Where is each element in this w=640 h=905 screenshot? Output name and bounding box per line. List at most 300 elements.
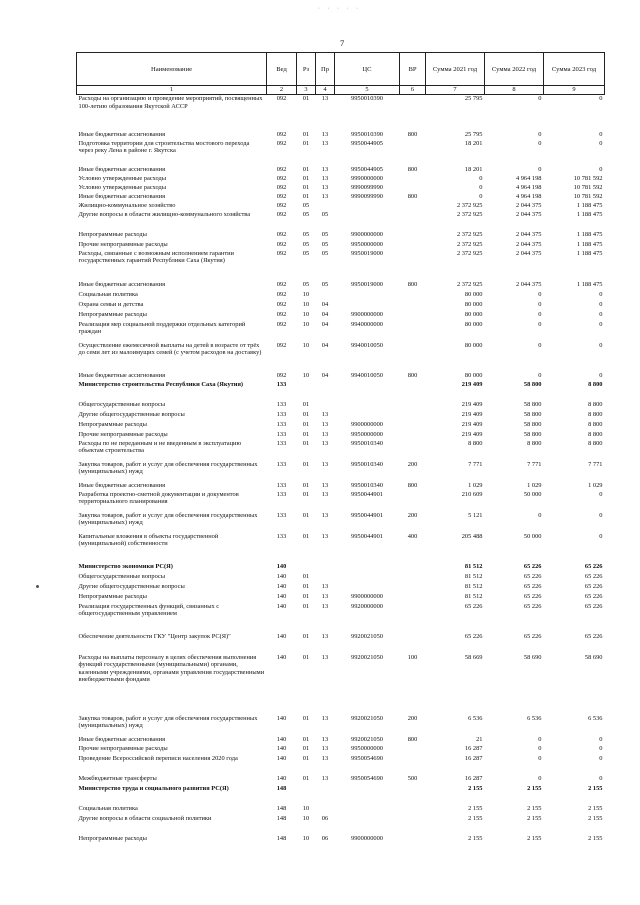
row-sum-2021-cell: 16 287: [464, 774, 483, 782]
table-row: [77, 583, 605, 593]
row-rz-cell: 10: [302, 814, 310, 822]
row-sum-2023-cell: 0: [599, 320, 603, 328]
row-name-cell: Иные бюджетные ассигнования: [78, 481, 166, 489]
header-ved: Вед: [267, 53, 297, 86]
row-sum-2021-cell: 219 409: [461, 400, 483, 408]
row-rz-cell: 01: [302, 95, 310, 102]
row-vr-cell: [400, 250, 426, 281]
row-sum-2021-cell: 2 372 925: [456, 230, 483, 238]
row-ved-cell: 140: [276, 735, 287, 743]
row-sum-2023-cell: 1 029: [588, 481, 603, 489]
row-ved-cell: 092: [276, 183, 287, 191]
row-vr-cell: 800: [407, 481, 418, 489]
row-ved-cell: 140: [276, 582, 287, 590]
table-row: [77, 736, 605, 745]
row-ved-cell: 133: [276, 481, 287, 489]
row-rz-cell: 10: [302, 290, 310, 298]
row-pr-cell: 13: [321, 460, 329, 468]
row-rz-cell: 05: [302, 201, 310, 209]
row-vr-cell: [400, 440, 426, 461]
row-sum-2022-cell: 4 964 198: [515, 174, 542, 182]
row-sum-2023-cell: 58 690: [584, 653, 603, 661]
row-vr-cell: [400, 381, 426, 401]
row-sum-2022-cell: 65 226: [523, 592, 542, 600]
row-sum-2021-cell: 58 669: [464, 653, 483, 661]
row-sum-2022-cell: 58 800: [523, 380, 542, 388]
row-name-cell: Подготовка территории для строительства мостового перехода через реку Лена в районе г. Якутска: [78, 139, 250, 155]
row-sum-2022-cell: 0: [538, 511, 542, 519]
table-row: [77, 512, 605, 533]
header-sum-2022: Сумма 2022 год: [485, 53, 544, 86]
row-pr-cell: 13: [321, 410, 329, 418]
row-sum-2021-cell: 1 029: [468, 481, 483, 489]
row-sum-2022-cell: 2 155: [527, 784, 542, 792]
row-rz-cell: 05: [302, 240, 310, 248]
table-row: [77, 491, 605, 512]
table-row: [77, 342, 605, 372]
row-sum-2023-cell: 10 781 592: [573, 183, 603, 191]
row-sum-2021-cell: 219 409: [461, 410, 483, 418]
row-vr-cell: [400, 491, 426, 512]
row-name-cell: Иные бюджетные ассигнования: [78, 280, 166, 288]
row-pr-cell: 06: [321, 814, 329, 822]
row-pr-cell: 05: [321, 280, 329, 288]
row-name-cell: Общегосударственные вопросы: [78, 572, 166, 580]
table-row: [77, 573, 605, 583]
row-ved-cell: 133: [276, 439, 287, 447]
row-cs-cell: 9950010340: [351, 460, 383, 468]
row-sum-2021-cell: 80 000: [464, 320, 483, 328]
table-row: [77, 603, 605, 633]
row-vr-cell: [400, 785, 426, 805]
row-rz-cell: 01: [302, 400, 310, 408]
row-pr-cell: 13: [321, 130, 329, 138]
row-sum-2021-cell: 210 609: [461, 490, 483, 498]
row-sum-2022-cell: 0: [538, 165, 542, 173]
row-name-cell: Капитальные вложения в объекты государственной (муниципальной) собственности: [78, 532, 219, 548]
header-rz: Рз: [297, 53, 316, 86]
row-ved-cell: 092: [276, 280, 287, 288]
column-index: 9: [544, 86, 605, 95]
column-index: 6: [400, 86, 426, 95]
column-index: 1: [77, 86, 267, 95]
row-sum-2023-cell: 8 800: [588, 380, 603, 388]
row-sum-2022-cell: 58 800: [523, 400, 542, 408]
table-row: [77, 775, 605, 785]
row-sum-2021-cell: 80 000: [464, 300, 483, 308]
row-sum-2021-cell: 25 795: [464, 95, 483, 102]
row-cs-cell: 9920021050: [351, 735, 383, 743]
row-sum-2021-cell: 219 409: [461, 380, 483, 388]
row-rz-cell: 01: [302, 653, 310, 661]
row-pr-cell: [316, 381, 335, 401]
row-name-cell: Расходы по не переданным и не введенным в эксплуатацию объектам строительства: [78, 439, 242, 455]
row-vr-cell: [400, 745, 426, 755]
row-rz-cell: 10: [302, 310, 310, 318]
row-vr-cell: [400, 321, 426, 342]
row-pr-cell: [316, 785, 335, 805]
table-row: [77, 633, 605, 654]
row-sum-2021-cell: 81 512: [464, 562, 483, 570]
row-ved-cell: 140: [276, 572, 287, 580]
row-pr-cell: 13: [321, 602, 329, 610]
row-name-cell: Другие общегосударственные вопросы: [78, 410, 185, 418]
row-ved-cell: 140: [276, 602, 287, 610]
row-name-cell: Министерство экономики РС(Я): [78, 562, 173, 570]
row-sum-2022-cell: 65 226: [523, 562, 542, 570]
table-row: [77, 411, 605, 421]
table-body: [77, 95, 605, 845]
row-cs-cell: [335, 805, 400, 815]
table-row: [77, 193, 605, 202]
row-vr-cell: 200: [407, 460, 418, 468]
row-rz-cell: 01: [302, 139, 310, 147]
row-name-cell: Иные бюджетные ассигнования: [78, 735, 166, 743]
row-vr-cell: [400, 755, 426, 775]
row-cs-cell: [335, 202, 400, 211]
row-sum-2023-cell: 7 771: [588, 460, 603, 468]
row-name-cell: Прочие непрограммные расходы: [78, 744, 168, 752]
row-cs-cell: 9950010340: [351, 439, 383, 447]
row-cs-cell: 9950019000: [351, 249, 383, 257]
row-sum-2022-cell: 8 800: [527, 439, 542, 447]
row-cs-cell: 9950000000: [351, 240, 383, 248]
row-sum-2022-cell: 0: [538, 290, 542, 298]
row-pr-cell: 13: [321, 735, 329, 743]
row-pr-cell: 04: [321, 320, 329, 328]
row-pr-cell: 13: [321, 439, 329, 447]
row-cs-cell: [335, 381, 400, 401]
table-header-row: [77, 53, 605, 86]
row-pr-cell: 04: [321, 310, 329, 318]
row-sum-2023-cell: 8 800: [588, 410, 603, 418]
row-pr-cell: 04: [321, 371, 329, 379]
row-name-cell: Закупка товаров, работ и услуг для обеспечения государственных (муниципальных) нужд: [78, 511, 258, 527]
row-sum-2022-cell: 0: [538, 310, 542, 318]
row-sum-2023-cell: 1 188 475: [576, 280, 603, 288]
row-cs-cell: 9950010390: [351, 95, 383, 102]
row-pr-cell: 13: [321, 653, 329, 661]
row-pr-cell: 13: [321, 714, 329, 722]
row-cs-cell: 9940010050: [351, 371, 383, 379]
row-cs-cell: 9950044905: [351, 139, 383, 147]
row-name-cell: Закупка товаров, работ и услуг для обеспечения государственных (муниципальных) нужд: [78, 460, 258, 476]
row-cs-cell: [335, 401, 400, 411]
row-sum-2022-cell: 1 029: [527, 481, 542, 489]
table-row: [77, 372, 605, 381]
table-row: [77, 281, 605, 291]
row-name-cell: Министерство труда и социального развития РС(Я): [78, 784, 229, 792]
column-index: 3: [297, 86, 316, 95]
row-pr-cell: 13: [321, 744, 329, 752]
row-pr-cell: 05: [321, 240, 329, 248]
header-name: Наименование: [77, 53, 267, 86]
row-rz-cell: 01: [302, 754, 310, 762]
row-sum-2023-cell: 0: [599, 754, 603, 762]
row-name-cell: Иные бюджетные ассигнования: [78, 371, 166, 379]
row-sum-2021-cell: 65 226: [464, 602, 483, 610]
row-ved-cell: 148: [276, 814, 287, 822]
row-sum-2023-cell: 65 226: [584, 572, 603, 580]
row-sum-2022-cell: 2 044 375: [515, 280, 542, 288]
row-rz-cell: [297, 563, 316, 573]
row-cs-cell: 9920021050: [351, 632, 383, 640]
table-row: [77, 401, 605, 411]
row-ved-cell: 092: [276, 249, 287, 257]
row-cs-cell: 9950044905: [351, 165, 383, 173]
row-sum-2023-cell: 0: [599, 95, 603, 102]
row-sum-2022-cell: 50 000: [523, 532, 542, 540]
row-vr-cell: [400, 202, 426, 211]
row-name-cell: Проведение Всероссийской переписи населения 2020 года: [78, 754, 238, 762]
row-vr-cell: 100: [407, 653, 418, 661]
row-sum-2021-cell: 18 201: [464, 165, 483, 173]
row-sum-2022-cell: 0: [538, 744, 542, 752]
row-cs-cell: 9900000000: [351, 420, 383, 428]
header-sum-2023: Сумма 2023 год: [544, 53, 605, 86]
row-cs-cell: [335, 583, 400, 593]
row-sum-2022-cell: 2 155: [527, 804, 542, 812]
table-row: [77, 461, 605, 482]
row-name-cell: Другие вопросы в области социальной политики: [78, 814, 212, 822]
row-ved-cell: 148: [276, 784, 287, 792]
row-name-cell: Расходы, связанные с возможным исполнением гарантии государственных гарантий Республики Саха (Якутия): [78, 249, 234, 265]
row-rz-cell: 05: [302, 210, 310, 218]
row-cs-cell: [335, 815, 400, 835]
row-cs-cell: 9950044901: [351, 511, 383, 519]
row-sum-2022-cell: 2 044 375: [515, 249, 542, 257]
row-rz-cell: [297, 785, 316, 805]
row-sum-2022-cell: 0: [538, 95, 542, 102]
row-vr-cell: [400, 815, 426, 835]
row-sum-2023-cell: 1 188 475: [576, 230, 603, 238]
row-pr-cell: [316, 291, 335, 301]
table-row: [77, 175, 605, 184]
row-vr-cell: [400, 184, 426, 193]
row-ved-cell: 133: [276, 532, 287, 540]
row-name-cell: Условно утвержденные расходы: [78, 174, 167, 182]
table-row: [77, 533, 605, 563]
row-sum-2021-cell: 16 287: [464, 744, 483, 752]
row-sum-2022-cell: 2 155: [527, 814, 542, 822]
table-row: [77, 140, 605, 166]
row-cs-cell: 9900000000: [351, 834, 383, 842]
row-sum-2021-cell: 2 372 925: [456, 280, 483, 288]
row-pr-cell: 13: [321, 592, 329, 600]
row-rz-cell: 01: [302, 460, 310, 468]
row-sum-2021-cell: 81 512: [464, 592, 483, 600]
row-pr-cell: 13: [321, 490, 329, 498]
row-sum-2022-cell: 4 964 198: [515, 192, 542, 200]
row-sum-2021-cell: 2 372 925: [456, 210, 483, 218]
row-rz-cell: 01: [302, 592, 310, 600]
row-sum-2022-cell: 2 155: [527, 834, 542, 842]
row-sum-2021-cell: 65 226: [464, 632, 483, 640]
row-cs-cell: 9900000000: [351, 230, 383, 238]
row-sum-2023-cell: 10 781 592: [573, 174, 603, 182]
header-cs: ЦС: [335, 53, 400, 86]
row-rz-cell: 01: [302, 532, 310, 540]
row-sum-2022-cell: 58 800: [523, 410, 542, 418]
row-sum-2022-cell: 0: [538, 320, 542, 328]
row-ved-cell: 092: [276, 95, 287, 102]
row-cs-cell: 9950054690: [351, 754, 383, 762]
row-name-cell: Непрограммные расходы: [78, 592, 147, 600]
row-rz-cell: 01: [302, 410, 310, 418]
row-pr-cell: [316, 401, 335, 411]
row-vr-cell: [400, 175, 426, 184]
row-sum-2022-cell: 65 226: [523, 602, 542, 610]
row-sum-2023-cell: 65 226: [584, 592, 603, 600]
row-sum-2022-cell: 0: [538, 735, 542, 743]
row-ved-cell: 140: [276, 632, 287, 640]
row-ved-cell: 092: [276, 290, 287, 298]
row-sum-2022-cell: 2 044 375: [515, 230, 542, 238]
table-row: [77, 482, 605, 491]
row-sum-2021-cell: 2 155: [468, 814, 483, 822]
row-sum-2023-cell: 1 188 475: [576, 240, 603, 248]
row-rz-cell: 01: [302, 632, 310, 640]
row-vr-cell: [400, 291, 426, 301]
row-cs-cell: [335, 211, 400, 231]
row-vr-cell: [400, 421, 426, 431]
row-sum-2022-cell: 65 226: [523, 632, 542, 640]
row-ved-cell: 092: [276, 210, 287, 218]
row-vr-cell: 800: [407, 130, 418, 138]
row-sum-2022-cell: 58 800: [523, 430, 542, 438]
row-cs-cell: 9990000000: [351, 174, 383, 182]
row-name-cell: Прочие непрограммные расходы: [78, 240, 168, 248]
row-sum-2023-cell: 6 536: [588, 714, 603, 722]
row-name-cell: Прочие непрограммные расходы: [78, 430, 168, 438]
row-sum-2021-cell: 0: [479, 174, 483, 182]
row-rz-cell: 01: [302, 774, 310, 782]
row-rz-cell: 01: [302, 490, 310, 498]
row-pr-cell: 05: [321, 230, 329, 238]
row-cs-cell: 9940010050: [351, 341, 383, 349]
row-sum-2021-cell: 205 488: [461, 532, 483, 540]
row-sum-2021-cell: 219 409: [461, 430, 483, 438]
table-row: [77, 131, 605, 140]
row-sum-2021-cell: 21: [476, 735, 483, 743]
row-cs-cell: [335, 573, 400, 583]
row-name-cell: Социальная политика: [78, 804, 138, 812]
row-ved-cell: 092: [276, 371, 287, 379]
row-sum-2021-cell: 7 771: [468, 460, 483, 468]
table-row: [77, 785, 605, 805]
row-sum-2023-cell: 0: [599, 735, 603, 743]
row-name-cell: Расходы на выплаты персоналу в целях обеспечения выполнения функций государственными (муниципальными) органами, казенными учреждениями, органами управления государственными внебюджетными фондами: [78, 653, 265, 684]
row-rz-cell: 01: [302, 602, 310, 610]
row-sum-2023-cell: 8 800: [588, 420, 603, 428]
row-ved-cell: 092: [276, 165, 287, 173]
row-name-cell: Условно утвержденные расходы: [78, 183, 167, 191]
row-sum-2023-cell: 8 800: [588, 430, 603, 438]
row-rz-cell: 01: [302, 165, 310, 173]
row-sum-2022-cell: 0: [538, 754, 542, 762]
row-pr-cell: 13: [321, 532, 329, 540]
column-index-row: [77, 86, 605, 95]
row-name-cell: Министерство строительства Республики Саха (Якутия): [78, 380, 244, 388]
row-cs-cell: 9950054690: [351, 774, 383, 782]
row-sum-2022-cell: 0: [538, 371, 542, 379]
row-pr-cell: 13: [321, 754, 329, 762]
row-pr-cell: [316, 805, 335, 815]
row-sum-2023-cell: 0: [599, 490, 603, 498]
header-pr: Пр: [316, 53, 335, 86]
row-vr-cell: [400, 563, 426, 573]
row-pr-cell: 13: [321, 481, 329, 489]
row-sum-2022-cell: 4 964 198: [515, 183, 542, 191]
header-vr: ВР: [400, 53, 426, 86]
row-name-cell: Разработка проектно-сметной документации и документов территориального планирования: [78, 490, 239, 506]
row-ved-cell: 092: [276, 130, 287, 138]
row-sum-2021-cell: 2 372 925: [456, 201, 483, 209]
table-row: [77, 805, 605, 815]
row-cs-cell: [335, 563, 400, 573]
row-pr-cell: 13: [321, 420, 329, 428]
row-sum-2023-cell: 2 155: [588, 814, 603, 822]
row-ved-cell: 133: [276, 511, 287, 519]
row-vr-cell: [400, 95, 426, 131]
row-ved-cell: 133: [276, 430, 287, 438]
row-name-cell: Непрограммные расходы: [78, 834, 147, 842]
row-sum-2023-cell: 0: [599, 774, 603, 782]
row-sum-2023-cell: 0: [599, 130, 603, 138]
row-rz-cell: 01: [302, 130, 310, 138]
row-ved-cell: 133: [276, 490, 287, 498]
row-cs-cell: [335, 291, 400, 301]
row-cs-cell: 9950044901: [351, 490, 383, 498]
row-ved-cell: 092: [276, 139, 287, 147]
table-row: [77, 381, 605, 401]
row-vr-cell: 800: [407, 371, 418, 379]
row-pr-cell: 05: [321, 249, 329, 257]
column-index: 7: [426, 86, 485, 95]
row-sum-2023-cell: 10 781 592: [573, 192, 603, 200]
row-sum-2023-cell: 0: [599, 310, 603, 318]
column-index: 8: [485, 86, 544, 95]
row-pr-cell: 13: [321, 430, 329, 438]
row-ved-cell: 140: [276, 714, 287, 722]
row-vr-cell: [400, 583, 426, 593]
row-name-cell: Межбюджетные трансферты: [78, 774, 157, 782]
row-vr-cell: [400, 311, 426, 321]
row-sum-2021-cell: 18 201: [464, 139, 483, 147]
row-rz-cell: 10: [302, 804, 310, 812]
row-name-cell: Реализация государственных функций, связанных с общегосударственным управлением: [78, 602, 220, 618]
row-sum-2023-cell: 0: [599, 300, 603, 308]
row-rz-cell: 01: [302, 420, 310, 428]
row-ved-cell: 092: [276, 230, 287, 238]
row-sum-2023-cell: 0: [599, 290, 603, 298]
row-vr-cell: [400, 603, 426, 633]
row-vr-cell: 800: [407, 192, 418, 200]
table-row: [77, 563, 605, 573]
row-sum-2022-cell: 58 800: [523, 420, 542, 428]
row-rz-cell: 05: [302, 230, 310, 238]
table-row: [77, 231, 605, 241]
row-sum-2022-cell: 0: [538, 341, 542, 349]
row-sum-2022-cell: 0: [538, 130, 542, 138]
row-rz-cell: 01: [302, 714, 310, 722]
table-row: [77, 241, 605, 250]
row-sum-2023-cell: 1 188 475: [576, 201, 603, 209]
row-vr-cell: 800: [407, 280, 418, 288]
row-cs-cell: 9950010340: [351, 481, 383, 489]
row-sum-2022-cell: 65 226: [523, 572, 542, 580]
row-rz-cell: 01: [302, 430, 310, 438]
